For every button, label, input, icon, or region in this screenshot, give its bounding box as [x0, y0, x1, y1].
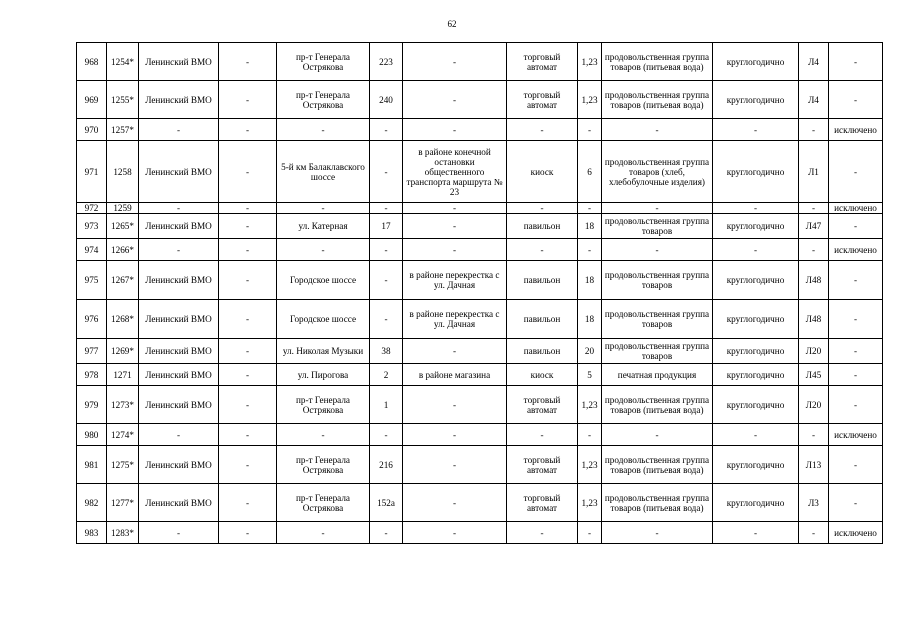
table-row	[77, 214, 883, 239]
cell-area: 5	[578, 364, 602, 386]
cell-note: -	[829, 364, 883, 386]
cell-place-number: 1258	[107, 141, 139, 203]
cell-specialization: продовольственная группа товаров (питьевая вода)	[602, 81, 713, 119]
cell-note: исключено	[829, 424, 883, 446]
cell-municipality: -	[219, 424, 277, 446]
cell-area: 1,23	[578, 386, 602, 424]
cell-building: 38	[370, 339, 403, 364]
cell-period: круглогодично	[713, 364, 799, 386]
cell-object-type: -	[507, 522, 578, 544]
cell-landmark: -	[403, 203, 507, 214]
cell-place-number: 1267*	[107, 261, 139, 300]
cell-landmark: -	[403, 81, 507, 119]
table-row	[77, 446, 883, 484]
cell-specialization: продовольственная группа товаров	[602, 339, 713, 364]
cell-scheme-sheet: Л45	[799, 364, 829, 386]
cell-building: 2	[370, 364, 403, 386]
cell-district: Ленинский ВМО	[139, 386, 219, 424]
cell-street: пр-т Генерала Острякова	[277, 43, 370, 81]
cell-place-number: 1266*	[107, 239, 139, 261]
cell-note: исключено	[829, 203, 883, 214]
cell-place-number: 1277*	[107, 484, 139, 522]
cell-street: -	[277, 119, 370, 141]
registry-table	[76, 42, 883, 544]
cell-object-type: торговый автомат	[507, 446, 578, 484]
cell-place-number: 1274*	[107, 424, 139, 446]
table-row	[77, 424, 883, 446]
cell-place-number: 1255*	[107, 81, 139, 119]
cell-street: пр-т Генерала Острякова	[277, 386, 370, 424]
cell-row-number: 979	[77, 386, 107, 424]
cell-building: 240	[370, 81, 403, 119]
cell-note: исключено	[829, 119, 883, 141]
cell-street: -	[277, 239, 370, 261]
cell-building: -	[370, 119, 403, 141]
cell-object-type: павильон	[507, 214, 578, 239]
cell-object-type: торговый автомат	[507, 484, 578, 522]
cell-landmark: -	[403, 424, 507, 446]
cell-period: -	[713, 424, 799, 446]
cell-district: Ленинский ВМО	[139, 484, 219, 522]
cell-street: пр-т Генерала Острякова	[277, 446, 370, 484]
cell-specialization: -	[602, 239, 713, 261]
cell-building: 216	[370, 446, 403, 484]
cell-municipality: -	[219, 81, 277, 119]
cell-district: Ленинский ВМО	[139, 141, 219, 203]
cell-landmark: -	[403, 339, 507, 364]
cell-row-number: 977	[77, 339, 107, 364]
cell-building: 223	[370, 43, 403, 81]
cell-row-number: 981	[77, 446, 107, 484]
cell-area: 18	[578, 214, 602, 239]
cell-building: 17	[370, 214, 403, 239]
cell-street: Городское шоссе	[277, 261, 370, 300]
cell-note: исключено	[829, 522, 883, 544]
cell-row-number: 972	[77, 203, 107, 214]
cell-row-number: 983	[77, 522, 107, 544]
cell-area: 18	[578, 261, 602, 300]
cell-building: -	[370, 424, 403, 446]
cell-landmark: в районе магазина	[403, 364, 507, 386]
cell-period: круглогодично	[713, 339, 799, 364]
cell-row-number: 982	[77, 484, 107, 522]
cell-period: круглогодично	[713, 300, 799, 339]
cell-scheme-sheet: -	[799, 119, 829, 141]
table-row	[77, 119, 883, 141]
cell-place-number: 1273*	[107, 386, 139, 424]
cell-object-type: -	[507, 239, 578, 261]
cell-area: 1,23	[578, 484, 602, 522]
table-row	[77, 141, 883, 203]
cell-scheme-sheet: Л48	[799, 300, 829, 339]
cell-scheme-sheet: Л13	[799, 446, 829, 484]
cell-object-type: киоск	[507, 141, 578, 203]
cell-specialization: продовольственная группа товаров (питьевая вода)	[602, 484, 713, 522]
cell-object-type: торговый автомат	[507, 386, 578, 424]
cell-landmark: -	[403, 119, 507, 141]
cell-landmark: -	[403, 214, 507, 239]
cell-landmark: в районе перекрестка с ул. Дачная	[403, 261, 507, 300]
cell-scheme-sheet: Л1	[799, 141, 829, 203]
cell-note: -	[829, 81, 883, 119]
cell-area: -	[578, 119, 602, 141]
cell-note: -	[829, 446, 883, 484]
cell-period: -	[713, 239, 799, 261]
cell-specialization: продовольственная группа товаров	[602, 214, 713, 239]
cell-row-number: 971	[77, 141, 107, 203]
cell-street: ул. Катерная	[277, 214, 370, 239]
cell-specialization: продовольственная группа товаров (питьевая вода)	[602, 386, 713, 424]
cell-scheme-sheet: -	[799, 424, 829, 446]
table-row	[77, 484, 883, 522]
cell-note: -	[829, 300, 883, 339]
cell-landmark: в районе конечной остановки общественного транспорта маршрута № 23	[403, 141, 507, 203]
cell-object-type: павильон	[507, 339, 578, 364]
cell-district: -	[139, 424, 219, 446]
cell-specialization: -	[602, 119, 713, 141]
cell-building: -	[370, 261, 403, 300]
cell-object-type: торговый автомат	[507, 81, 578, 119]
cell-scheme-sheet: Л20	[799, 339, 829, 364]
table-row	[77, 239, 883, 261]
cell-specialization: продовольственная группа товаров (хлеб, хлебобулочные изделия)	[602, 141, 713, 203]
cell-street: -	[277, 522, 370, 544]
cell-area: -	[578, 522, 602, 544]
cell-district: -	[139, 239, 219, 261]
cell-place-number: 1268*	[107, 300, 139, 339]
cell-scheme-sheet: Л3	[799, 484, 829, 522]
table-row	[77, 339, 883, 364]
cell-object-type: павильон	[507, 261, 578, 300]
cell-scheme-sheet: Л47	[799, 214, 829, 239]
cell-object-type: киоск	[507, 364, 578, 386]
cell-landmark: -	[403, 239, 507, 261]
cell-specialization: продовольственная группа товаров (питьевая вода)	[602, 43, 713, 81]
cell-period: круглогодично	[713, 141, 799, 203]
cell-note: -	[829, 43, 883, 81]
table-row	[77, 522, 883, 544]
cell-specialization: продовольственная группа товаров (питьевая вода)	[602, 446, 713, 484]
cell-district: Ленинский ВМО	[139, 339, 219, 364]
cell-landmark: -	[403, 484, 507, 522]
cell-note: -	[829, 386, 883, 424]
cell-row-number: 970	[77, 119, 107, 141]
cell-note: -	[829, 141, 883, 203]
table-row	[77, 261, 883, 300]
cell-period: круглогодично	[713, 214, 799, 239]
cell-scheme-sheet: Л20	[799, 386, 829, 424]
cell-specialization: -	[602, 522, 713, 544]
cell-object-type: -	[507, 424, 578, 446]
cell-period: круглогодично	[713, 386, 799, 424]
cell-place-number: 1275*	[107, 446, 139, 484]
cell-scheme-sheet: Л4	[799, 43, 829, 81]
cell-street: пр-т Генерала Острякова	[277, 484, 370, 522]
cell-municipality: -	[219, 339, 277, 364]
cell-street: 5-й км Балаклавского шоссе	[277, 141, 370, 203]
cell-period: круглогодично	[713, 446, 799, 484]
cell-street: -	[277, 203, 370, 214]
cell-street: пр-т Генерала Острякова	[277, 81, 370, 119]
cell-district: Ленинский ВМО	[139, 364, 219, 386]
cell-landmark: в районе перекрестка с ул. Дачная	[403, 300, 507, 339]
cell-period: круглогодично	[713, 81, 799, 119]
cell-district: Ленинский ВМО	[139, 300, 219, 339]
cell-district: -	[139, 119, 219, 141]
cell-scheme-sheet: -	[799, 522, 829, 544]
cell-row-number: 978	[77, 364, 107, 386]
cell-specialization: -	[602, 424, 713, 446]
cell-district: -	[139, 522, 219, 544]
cell-specialization: -	[602, 203, 713, 214]
cell-row-number: 974	[77, 239, 107, 261]
cell-area: 18	[578, 300, 602, 339]
cell-specialization: продовольственная группа товаров	[602, 300, 713, 339]
cell-building: -	[370, 141, 403, 203]
cell-building: 1	[370, 386, 403, 424]
cell-row-number: 969	[77, 81, 107, 119]
cell-scheme-sheet: Л4	[799, 81, 829, 119]
cell-object-type: -	[507, 203, 578, 214]
cell-row-number: 968	[77, 43, 107, 81]
cell-period: -	[713, 203, 799, 214]
cell-row-number: 973	[77, 214, 107, 239]
cell-area: 20	[578, 339, 602, 364]
cell-row-number: 976	[77, 300, 107, 339]
cell-period: -	[713, 522, 799, 544]
cell-municipality: -	[219, 214, 277, 239]
cell-period: -	[713, 119, 799, 141]
cell-place-number: 1269*	[107, 339, 139, 364]
table-row	[77, 300, 883, 339]
cell-area: -	[578, 239, 602, 261]
cell-district: -	[139, 203, 219, 214]
cell-scheme-sheet: Л48	[799, 261, 829, 300]
cell-municipality: -	[219, 141, 277, 203]
cell-landmark: -	[403, 446, 507, 484]
table-row	[77, 386, 883, 424]
cell-scheme-sheet: -	[799, 239, 829, 261]
cell-place-number: 1254*	[107, 43, 139, 81]
cell-building: -	[370, 239, 403, 261]
cell-municipality: -	[219, 364, 277, 386]
cell-municipality: -	[219, 522, 277, 544]
cell-note: -	[829, 484, 883, 522]
cell-object-type: -	[507, 119, 578, 141]
cell-building: -	[370, 203, 403, 214]
cell-place-number: 1271	[107, 364, 139, 386]
cell-note: -	[829, 214, 883, 239]
table-row	[77, 81, 883, 119]
cell-street: ул. Пирогова	[277, 364, 370, 386]
cell-area: 1,23	[578, 446, 602, 484]
cell-period: круглогодично	[713, 43, 799, 81]
cell-street: ул. Николая Музыки	[277, 339, 370, 364]
cell-district: Ленинский ВМО	[139, 214, 219, 239]
cell-object-type: павильон	[507, 300, 578, 339]
cell-building: -	[370, 300, 403, 339]
cell-district: Ленинский ВМО	[139, 446, 219, 484]
cell-object-type: торговый автомат	[507, 43, 578, 81]
cell-note: -	[829, 261, 883, 300]
table-row	[77, 43, 883, 81]
cell-specialization: печатная продукция	[602, 364, 713, 386]
cell-municipality: -	[219, 484, 277, 522]
cell-municipality: -	[219, 386, 277, 424]
table-row	[77, 203, 883, 214]
cell-row-number: 975	[77, 261, 107, 300]
cell-area: 1,23	[578, 81, 602, 119]
cell-municipality: -	[219, 203, 277, 214]
cell-landmark: -	[403, 43, 507, 81]
page-number: 62	[447, 19, 457, 29]
cell-scheme-sheet: -	[799, 203, 829, 214]
cell-municipality: -	[219, 261, 277, 300]
cell-district: Ленинский ВМО	[139, 43, 219, 81]
cell-area: -	[578, 203, 602, 214]
cell-district: Ленинский ВМО	[139, 81, 219, 119]
cell-street: Городское шоссе	[277, 300, 370, 339]
cell-municipality: -	[219, 239, 277, 261]
cell-place-number: 1283*	[107, 522, 139, 544]
cell-period: круглогодично	[713, 484, 799, 522]
cell-building: 152а	[370, 484, 403, 522]
cell-note: -	[829, 339, 883, 364]
table-row	[77, 364, 883, 386]
cell-municipality: -	[219, 119, 277, 141]
cell-specialization: продовольственная группа товаров	[602, 261, 713, 300]
cell-municipality: -	[219, 300, 277, 339]
cell-municipality: -	[219, 43, 277, 81]
cell-area: 6	[578, 141, 602, 203]
cell-note: исключено	[829, 239, 883, 261]
cell-place-number: 1257*	[107, 119, 139, 141]
cell-area: -	[578, 424, 602, 446]
cell-row-number: 980	[77, 424, 107, 446]
cell-district: Ленинский ВМО	[139, 261, 219, 300]
cell-area: 1,23	[578, 43, 602, 81]
cell-municipality: -	[219, 446, 277, 484]
cell-street: -	[277, 424, 370, 446]
cell-period: круглогодично	[713, 261, 799, 300]
cell-building: -	[370, 522, 403, 544]
cell-place-number: 1265*	[107, 214, 139, 239]
cell-landmark: -	[403, 386, 507, 424]
cell-place-number: 1259	[107, 203, 139, 214]
cell-landmark: -	[403, 522, 507, 544]
